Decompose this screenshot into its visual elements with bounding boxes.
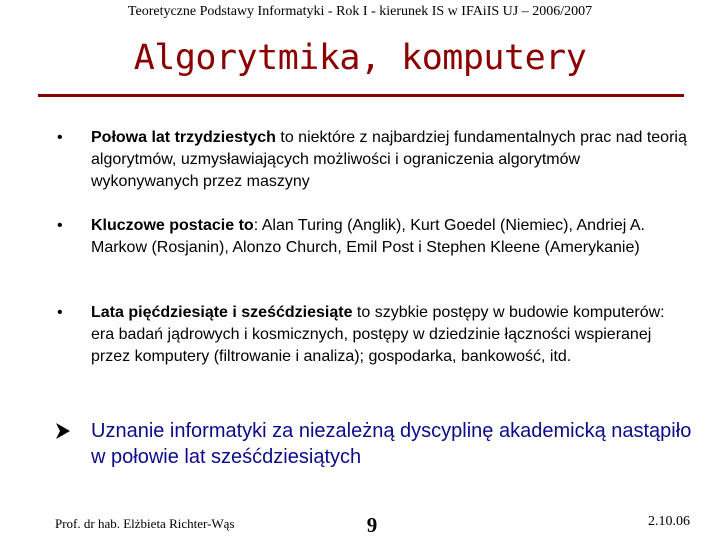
- bullet-body: : Alan Turing (Anglik), Kurt Goedel (Niemiec), Andriej A. Markow (Rosjanin), Alonzo Church, Emil Post i Stephen Kleene (Amerykanie): [91, 217, 645, 256]
- slide-title: Algorytmika, komputery: [133, 38, 587, 78]
- course-header: Teoretyczne Podstawy Informatyki - Rok I - kierunek IS w IFAiIS UJ – 2006/2007: [127, 4, 593, 19]
- highlight-text: Uznanie informatyki za niezależną dyscyplinę akademicką nastąpiło w połowie lat sześćdziesiątych: [91, 420, 692, 468]
- footer-date: 2.10.06: [648, 514, 690, 529]
- bullet-dot-icon: •: [57, 304, 63, 321]
- title-divider: [38, 94, 684, 97]
- bullet-body: to niektóre z najbardziej fundamentalnych prac nad teorią algorytmów, uzmysławiających możliwości i ograniczenia algorytmów wykonywanych przez maszyny: [91, 129, 687, 190]
- bullet-bold-lead: Połowa lat trzydziestych: [91, 129, 276, 146]
- footer-author: Prof. dr hab. Elżbieta Richter-Wąs: [55, 516, 235, 531]
- page-number: 9: [366, 513, 378, 537]
- bullet-dot-icon: •: [57, 129, 63, 146]
- bullet-text: [91, 302, 691, 368]
- bullet-bold-lead: Lata pięćdziesiąte i sześćdziesiąte: [91, 304, 353, 321]
- bullet-dot-icon: •: [57, 217, 63, 234]
- bullet-text: [91, 127, 691, 193]
- bullet-text: [91, 215, 691, 259]
- arrow-right-icon: [54, 421, 72, 441]
- bullet-body: to szybkie postępy w budowie komputerów: era badań jądrowych i kosmicznych, postępy w dziedzinie łączności wspieranej przez komputery (filtrowanie i analiza); gospodarka, bankowość, itd.: [91, 304, 665, 365]
- bullet-bold-lead: Kluczowe postacie to: [91, 217, 254, 234]
